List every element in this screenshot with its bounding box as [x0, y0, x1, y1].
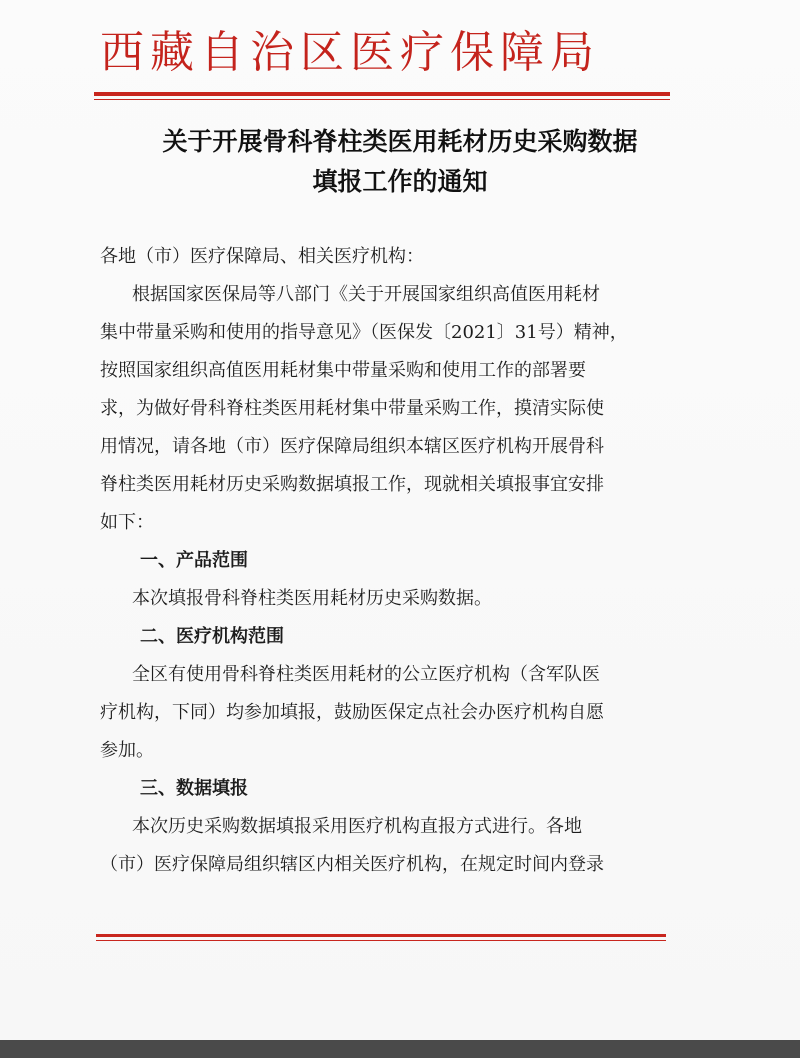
section-heading-products: 一、产品范围 — [140, 550, 248, 571]
body-line: 根据国家医保局等八部门《关于开展国家组织高值医用耗材 — [132, 284, 600, 305]
document-title-line-1: 关于开展骨科脊柱类医用耗材历史采购数据 — [162, 127, 638, 156]
body-line: 疗机构，下同）均参加填报，鼓励医保定点社会办医疗机构自愿 — [100, 702, 604, 723]
body-line: 脊柱类医用耗材历史采购数据填报工作，现就相关填报事宜安排 — [100, 474, 604, 495]
letterhead-divider-thin — [94, 99, 670, 100]
footer-divider — [96, 934, 666, 937]
document-title-line-2: 填报工作的通知 — [312, 167, 488, 196]
footer-divider-thin — [96, 940, 666, 941]
body-line: 集中带量采购和使用的指导意见》（医保发〔2021〕31号）精神， — [100, 322, 628, 343]
body-line: 用情况，请各地（市）医疗保障局组织本辖区医疗机构开展骨科 — [100, 436, 604, 457]
body-line: 如下： — [100, 512, 154, 533]
salutation: 各地（市）医疗保障局、相关医疗机构： — [100, 246, 424, 267]
body-line: （市）医疗保障局组织辖区内相关医疗机构，在规定时间内登录 — [100, 854, 604, 875]
viewer-bottom-bar — [0, 1040, 800, 1058]
body-line: 按照国家组织高值医用耗材集中带量采购和使用工作的部署要 — [100, 360, 586, 381]
section-heading-institutions: 二、医疗机构范围 — [140, 626, 284, 647]
section-heading-data-reporting: 三、数据填报 — [140, 778, 248, 799]
letterhead-divider — [94, 92, 670, 96]
agency-letterhead: 西藏自治区医疗保障局 — [100, 27, 600, 78]
body-line: 求，为做好骨科脊柱类医用耗材集中带量采购工作，摸清实际使 — [100, 398, 604, 419]
body-line: 全区有使用骨科脊柱类医用耗材的公立医疗机构（含军队医 — [132, 664, 600, 685]
body-line: 本次历史采购数据填报采用医疗机构直报方式进行。各地 — [132, 816, 582, 837]
section-text-products: 本次填报骨科脊柱类医用耗材历史采购数据。 — [132, 588, 492, 609]
body-line: 参加。 — [100, 740, 154, 761]
